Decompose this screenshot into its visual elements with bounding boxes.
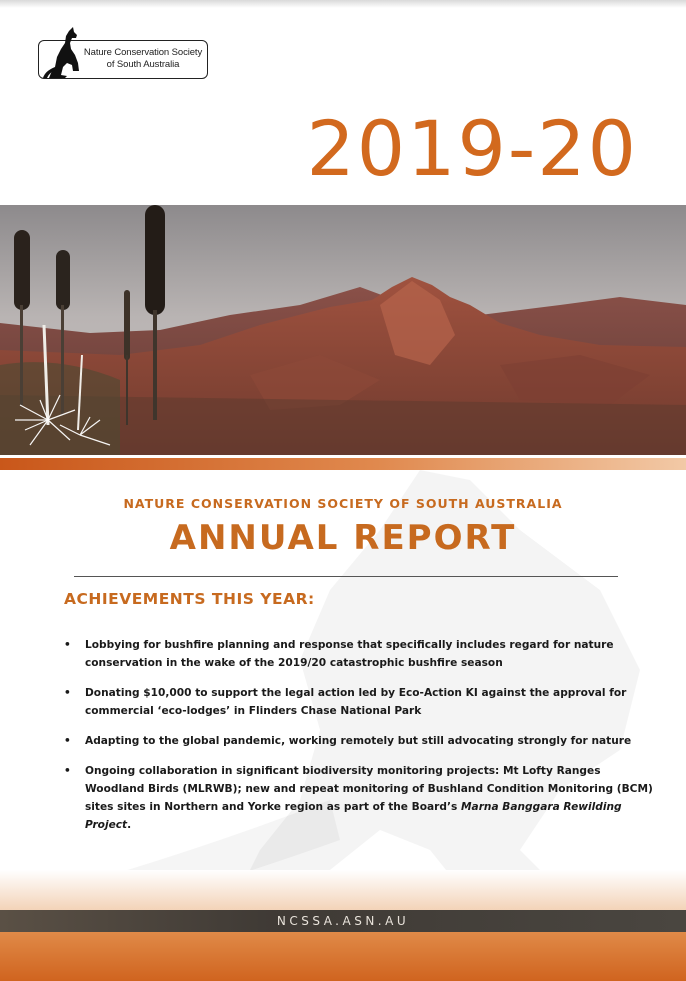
bullet: •	[64, 735, 71, 747]
logo-line-1: Nature Conservation Society	[83, 47, 203, 58]
report-year: 2019-20	[306, 104, 638, 193]
report-title: ANNUAL REPORT	[169, 518, 517, 558]
list-item	[64, 684, 654, 720]
website-link[interactable]: NCSSA.ASN.AU	[276, 914, 410, 928]
top-shadow	[0, 0, 686, 8]
footer-orange-band	[0, 932, 686, 981]
list-item	[64, 762, 654, 834]
list-item-text: Adapting to the global pandemic, working remotely but still advocating strongly for nature	[85, 735, 632, 747]
landscape-photo	[0, 205, 686, 455]
achievements-heading: ACHIEVEMENTS THIS YEAR:	[64, 590, 315, 608]
list-item-end: .	[127, 819, 132, 831]
list-item	[64, 732, 654, 750]
footer-bar	[0, 910, 686, 932]
divider	[74, 576, 618, 577]
list-item-text: Donating $10,000 to support the legal action led by Eco-Action KI against the approval for commercial ‘eco-lodges’ in Flinders Chase National Park	[85, 687, 627, 717]
list-item	[64, 636, 654, 672]
logo-line-2: of South Australia	[106, 59, 180, 70]
list-item-text: Ongoing collaboration in significant biodiversity monitoring projects: Mt Lofty Ranges Woodland Birds (MLRWB); new and repeat monitoring of Bushland Condition Monitoring (BCM) sites sites in Northern and Yorke region as part of the Board’s	[85, 765, 653, 813]
list-item-text: Lobbying for bushfire planning and response that specifically includes regard for nature conservation in the wake of the 2019/20 catastrophic bushfire season	[85, 639, 614, 669]
bullet: •	[64, 687, 71, 699]
organization-logo	[38, 40, 208, 79]
bullet: •	[64, 765, 71, 777]
project-name: Marna Banggara Rewilding Project	[85, 801, 622, 831]
footer-gradient	[0, 870, 686, 910]
bullet: •	[64, 639, 71, 651]
orange-band	[0, 458, 686, 470]
organization-heading: NATURE CONSERVATION SOCIETY OF SOUTH AUSTRALIA	[123, 496, 563, 511]
achievements-list	[64, 636, 654, 846]
logo-text	[81, 47, 205, 71]
